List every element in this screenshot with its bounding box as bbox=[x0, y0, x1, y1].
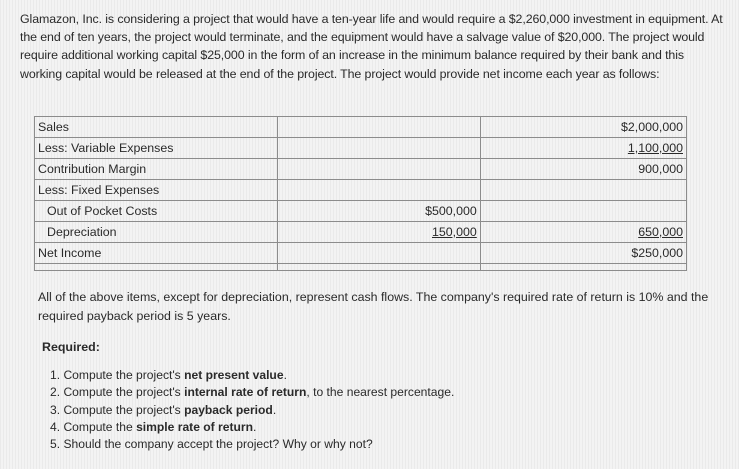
row-label-variable-expenses: Less: Variable Expenses bbox=[35, 138, 278, 159]
item-suffix: , to the nearest percentage. bbox=[306, 385, 455, 400]
required-heading: Required: bbox=[42, 340, 100, 354]
income-statement-table bbox=[34, 116, 687, 271]
required-item-payback bbox=[50, 402, 454, 419]
row-value-fixed-expenses bbox=[480, 180, 686, 201]
row-label-out-of-pocket: Out of Pocket Costs bbox=[35, 201, 278, 222]
item-prefix: 4. Compute the bbox=[50, 419, 137, 434]
row-label-contribution-margin: Contribution Margin bbox=[35, 159, 278, 180]
table-row bbox=[35, 180, 687, 201]
table-row bbox=[35, 159, 687, 180]
row-mid-fixed-expenses bbox=[277, 180, 480, 201]
row-value-out-of-pocket bbox=[480, 201, 686, 222]
spacer-cell bbox=[35, 264, 278, 271]
table-spacer-row bbox=[35, 264, 687, 271]
row-label-net-income: Net Income bbox=[35, 243, 278, 264]
table-row bbox=[35, 243, 687, 264]
required-item-simple-rate bbox=[50, 419, 454, 436]
required-item-npv bbox=[50, 367, 454, 384]
spacer-cell bbox=[480, 264, 686, 271]
required-list bbox=[50, 367, 454, 453]
item-prefix: 5. Should the company accept the project? Why or why not? bbox=[50, 437, 373, 452]
item-prefix: 1. Compute the project's bbox=[50, 368, 185, 382]
item-prefix: 3. Compute the project's bbox=[50, 402, 185, 417]
item-suffix: . bbox=[253, 419, 257, 434]
item-prefix: 2. Compute the project's bbox=[50, 385, 185, 400]
row-label-fixed-expenses: Less: Fixed Expenses bbox=[35, 180, 278, 201]
row-mid-sales bbox=[277, 117, 480, 138]
problem-intro: Glamazon, Inc. is considering a project that would have a ten-year life and would require a $2,260,000 investment in equipment. At the end of ten years, the project would terminate, and the equipment would have a salvage value of $20,000. The project would require additional working capital $25,000 in the form of an increase in the minimum balance required by their bank and this working capital would be released at the end of the project. The project would provide net income each year as follows: bbox=[20, 12, 723, 81]
item-suffix: . bbox=[283, 368, 287, 382]
required-item-accept bbox=[50, 436, 454, 453]
row-value-depreciation: 650,000 bbox=[480, 222, 686, 243]
row-mid-variable-expenses bbox=[277, 138, 480, 159]
item-suffix: . bbox=[272, 402, 277, 417]
row-value-net-income: $250,000 bbox=[480, 243, 686, 264]
item-bold: net present value bbox=[184, 368, 284, 382]
cash-flow-note: All of the above items, except for depreciation, represent cash flows. The company's required rate of return is 10% and the required payback period is 5 years. bbox=[38, 290, 709, 323]
item-bold: payback period bbox=[184, 402, 273, 417]
row-mid-net-income bbox=[277, 243, 480, 264]
table-row bbox=[35, 117, 687, 138]
required-item-irr bbox=[50, 384, 454, 401]
row-label-depreciation: Depreciation bbox=[35, 222, 278, 243]
table-row bbox=[35, 201, 687, 222]
row-value-contribution-margin: 900,000 bbox=[480, 159, 686, 180]
spacer-cell bbox=[277, 264, 480, 271]
table-row bbox=[35, 138, 687, 159]
row-mid-depreciation: 150,000 bbox=[277, 222, 480, 243]
row-value-variable-expenses: 1,100,000 bbox=[480, 138, 686, 159]
row-mid-out-of-pocket: $500,000 bbox=[277, 201, 480, 222]
row-value-sales: $2,000,000 bbox=[480, 117, 686, 138]
row-mid-contribution-margin bbox=[277, 159, 480, 180]
item-bold: internal rate of return bbox=[184, 385, 307, 400]
table-row bbox=[35, 222, 687, 243]
item-bold: simple rate of return bbox=[136, 419, 253, 434]
row-label-sales: Sales bbox=[35, 117, 278, 138]
